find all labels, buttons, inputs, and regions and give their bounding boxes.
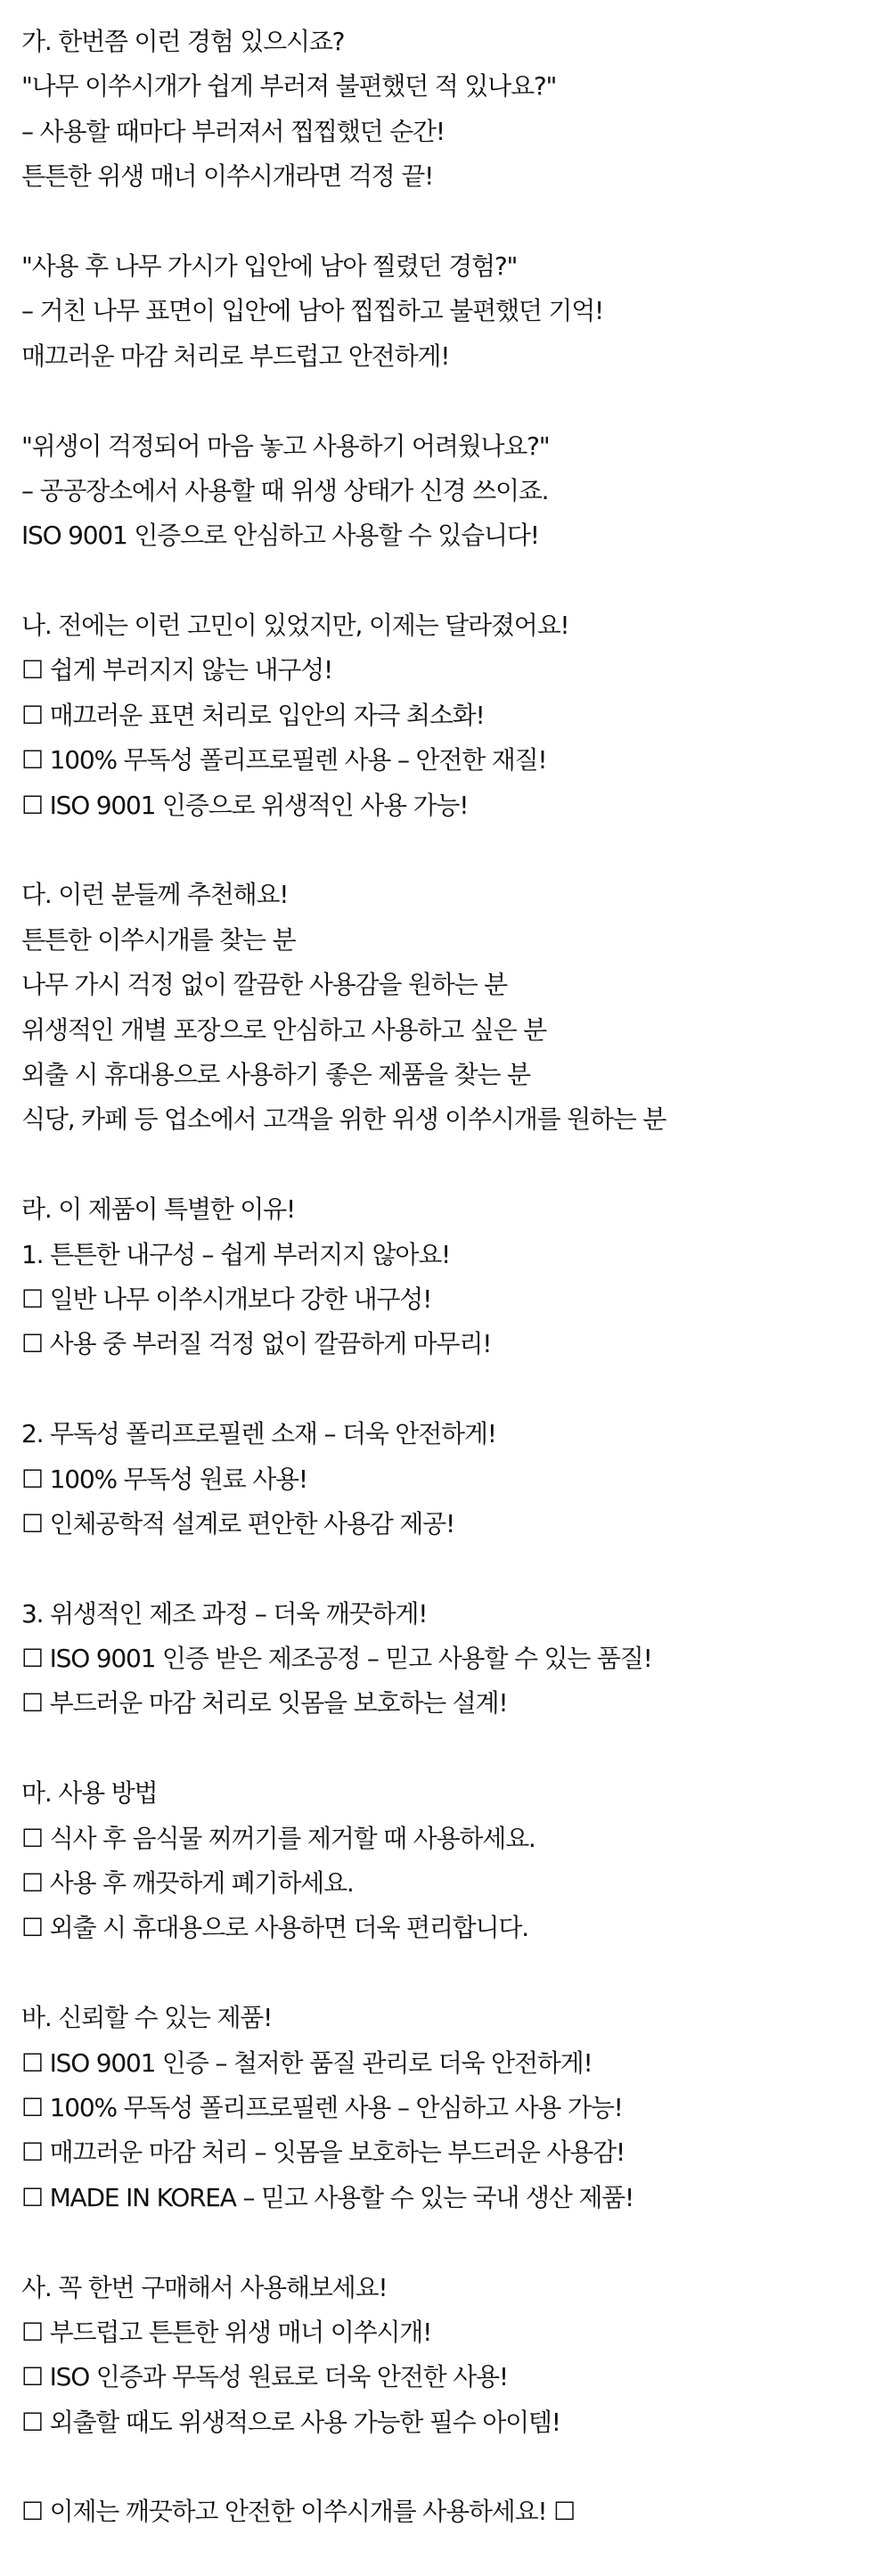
text-line: ☐ 100% 무독성 원료 사용! — [21, 1464, 307, 1494]
text-line: ☐ 100% 무독성 폴리프로필렌 사용 – 안전한 재질! — [21, 745, 547, 775]
text-line: 사. 꼭 한번 구매해서 사용해보세요! — [21, 2272, 388, 2302]
text-line: – 거친 나무 표면이 입안에 남아 찝찝하고 불편했던 기억! — [21, 296, 604, 326]
text-line: 튼튼한 위생 매너 이쑤시개라면 걱정 끝! — [21, 161, 434, 192]
text-line: ☐ 사용 중 부러질 걱정 없이 깔끔하게 마무리! — [21, 1329, 492, 1359]
text-line: ☐ 이제는 깨끗하고 안전한 이쑤시개를 사용하세요! ☐ — [21, 2497, 575, 2527]
text-line: ☐ 인체공학적 설계로 편안한 사용감 제공! — [21, 1508, 454, 1538]
text-line: 위생적인 개별 포장으로 안심하고 사용하고 싶은 분 — [21, 1014, 547, 1045]
text-line: 외출 시 휴대용으로 사용하기 좋은 제품을 찾는 분 — [21, 1059, 530, 1089]
text-line: – 공공장소에서 사용할 때 위생 상태가 신경 쓰이죠. — [21, 475, 549, 505]
text-line: ☐ MADE IN KOREA – 믿고 사용할 수 있는 국내 생산 제품! — [21, 2182, 634, 2212]
text-line: 바. 신뢰할 수 있는 제품! — [21, 2003, 273, 2033]
text-line: ☐ 매끄러운 마감 처리 – 잇몸을 보호하는 부드러운 사용감! — [21, 2137, 625, 2168]
text-line: ☐ 부드러운 마감 처리로 잇몸을 보호하는 설계! — [21, 1688, 508, 1719]
text-line: "나무 이쑤시개가 쉽게 부러져 불편했던 적 있나요?" — [21, 71, 557, 102]
text-line: ☐ 사용 후 깨끗하게 폐기하세요. — [21, 1868, 354, 1899]
text-line: "사용 후 나무 가시가 입안에 남아 찔렸던 경험?" — [21, 250, 518, 281]
text-line: – 사용할 때마다 부러져서 찝찝했던 순간! — [21, 116, 445, 146]
blank-line — [21, 1727, 877, 1771]
text-line: 3. 위생적인 제조 과정 – 더욱 깨끗하게! — [21, 1598, 428, 1628]
blank-line — [21, 379, 877, 423]
blank-line — [21, 1143, 877, 1187]
text-line: ☐ ISO 9001 인증 받은 제조공정 – 믿고 사용할 수 있는 품질! — [21, 1644, 652, 1674]
text-line: ☐ 쉽게 부러지지 않는 내구성! — [21, 655, 333, 685]
text-line: 2. 무독성 폴리프로필렌 소재 – 더욱 안전하게! — [21, 1419, 496, 1449]
text-line: 1. 튼튼한 내구성 – 쉽게 부러지지 않아요! — [21, 1239, 451, 1269]
text-line: ☐ 100% 무독성 폴리프로필렌 사용 – 안심하고 사용 가능! — [21, 2092, 623, 2122]
text-line: ISO 9001 인증으로 안심하고 사용할 수 있습니다! — [21, 521, 539, 551]
text-line: 가. 한번쯤 이런 경험 있으시죠? — [21, 27, 345, 56]
text-line: "위생이 걱정되어 마음 놓고 사용하기 어려웠나요?" — [21, 431, 550, 461]
blank-line — [21, 1546, 877, 1591]
text-line: ☐ 매끄러운 표면 처리로 입안의 자극 최소화! — [21, 700, 485, 730]
text-line: 다. 이런 분들께 추천해요! — [21, 880, 289, 910]
document-body — [21, 20, 877, 2535]
blank-line — [21, 559, 877, 603]
text-line: ☐ ISO 9001 인증으로 위생적인 사용 가능! — [21, 790, 469, 820]
blank-line — [21, 2220, 877, 2265]
text-line: 라. 이 제품이 특별한 이유! — [21, 1194, 296, 1225]
text-line: 나무 가시 걱정 없이 깔끔한 사용감을 원하는 분 — [21, 970, 508, 1000]
text-line: 식당, 카페 등 업소에서 고객을 위한 위생 이쑤시개를 원하는 분 — [21, 1104, 666, 1135]
blank-line — [21, 828, 877, 873]
text-line: ☐ ISO 9001 인증 – 철저한 품질 관리로 더욱 안전하게! — [21, 2047, 593, 2078]
blank-line — [21, 1951, 877, 1996]
text-line: ☐ 외출 시 휴대용으로 사용하면 더욱 편리합니다. — [21, 1913, 528, 1943]
blank-line — [21, 1367, 877, 1412]
blank-line — [21, 200, 877, 244]
text-line: 매끄러운 마감 처리로 부드럽고 안전하게! — [21, 340, 450, 371]
blank-line — [21, 2445, 877, 2490]
text-line: 튼튼한 이쑤시개를 찾는 분 — [21, 924, 296, 955]
text-line: ☐ 식사 후 음식물 찌꺼기를 제거할 때 사용하세요. — [21, 1823, 535, 1853]
text-line: 나. 전에는 이런 고민이 있었지만, 이제는 달라졌어요! — [21, 611, 569, 641]
text-line: ☐ 부드럽고 튼튼한 위생 매너 이쑤시개! — [21, 2317, 432, 2347]
text-line: ☐ 외출할 때도 위생적으로 사용 가능한 필수 아이템! — [21, 2407, 560, 2437]
text-line: ☐ ISO 인증과 무독성 원료로 더욱 안전한 사용! — [21, 2362, 508, 2392]
text-line: ☐ 일반 나무 이쑤시개보다 강한 내구성! — [21, 1284, 432, 1314]
text-line: 마. 사용 방법 — [21, 1778, 158, 1809]
